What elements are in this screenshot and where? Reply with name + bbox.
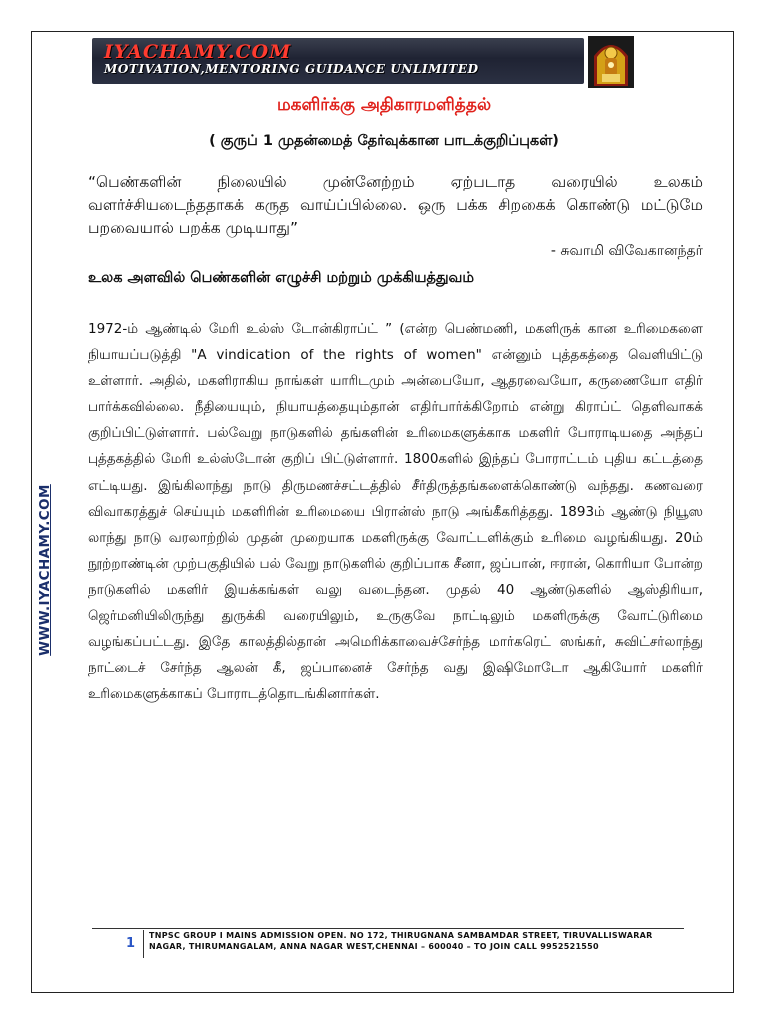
brand-tagline: MOTIVATION,MENTORING GUIDANCE UNLIMITED [104, 62, 479, 76]
document-title: மகளிர்க்கு அதிகாரமளித்தல் [276, 95, 492, 115]
footer-address [149, 930, 669, 952]
footer-line-1: TNPSC GROUP I MAINS ADMISSION OPEN. NO 172, THIRUGNANA SAMBAMDAR STREET, TIRUVALLISWARAR [149, 931, 653, 940]
header-banner [92, 38, 584, 84]
side-url-text[interactable]: WWW.IYACHAMY.COM [37, 484, 53, 656]
deity-emblem-icon [588, 36, 634, 88]
body-paragraph: 1972-ம் ஆண்டில் மேரி உல்ஸ் டோன்கிராப்ட் ” (என்ற பெண்மணி, மகளிருக் கான உரிமைகளை நியாயப்படுத்தி "A vindication of the rights of women" என்னும் புத்தகத்தை வெளியிட்டு உள்ளார். அதில், மகளிராகிய நாங்கள் யாரிடமும் அன்பையோ, ஆதரவையோ, கருணையோ எதிர் பார்க்கவில்லை. நீதியையும், நியாயத்தையும்தான் எதிர்பார்க்கிறோம் என்று கிராப்ட் தெளிவாகக் குறிப்பிட்டுள்ளார். பல்வேறு நாடுகளில் தங்களின் உரிமைகளுக்காக மகளிர் போராடியதை அந்தப் புத்தகத்தில் மேரி உல்ஸ்டோன் குறிப் பிட்டுள்ளார். 1800களில் இந்தப் போராட்டம் புதிய கட்டத்தை எட்டியது. இங்கிலாந்து நாடு திருமணச்சட்டத்தில் சீர்திருத்தங்களைக்கொண்டு வந்தது. கணவரை விவாகரத்துச் செய்யும் மகளிரின் உரிமையை பிரான்ஸ் நாடு அங்கீகரித்தது. 1893ம் ஆண்டு நியூஸ லாந்து நாடு வரலாற்றில் முதன் முறையாக மகளிருக்கு வோட்டளிக்கும் உரிமை வழங்கியது. 20ம் நூற்றாண்டின் முற்பகுதியில் பல் வேறு நாடுகளில் குறிப்பாக சீனா, ஜப்பான், ஈரான், கொரியா போன்ற நாடுகளில் மகளிர் இயக்கங்கள் வலு வடைந்தன. முதல் 40 ஆண்டுகளில் ஆஸ்திரியா, ஜெர்மனியிலிருந்து துருக்கி வரையிலும், உருகுவே நாட்டிலும் மகளிருக்கு வோட்டுரிமை வழங்கப்பட்டது. இதே காலத்தில்தான் அமெரிக்காவைச்சேர்ந்த மார்கரெட் ஸங்கர், சுவிட்சர்லாந்து நாட்டைச் சேர்ந்த ஆலன் கீ, ஜப்பானைச் சேர்ந்த வது இஷிமோடோ ஆகியோர் மகளிர் உரிமைகளுக்காகப் போராடத்தொடங்கினார்கள். [88, 321, 703, 703]
footer-rule [92, 928, 684, 929]
page-number: 1 [126, 936, 136, 951]
quote-author: - சுவாமி விவேகானந்தர் [550, 243, 703, 259]
footer-separator [143, 930, 144, 958]
brand-site-name: IYACHAMY.COM [104, 41, 292, 63]
document-subtitle: ( குருப் 1 முதன்மைத் தேர்வுக்கான பாடக்குறிப்புகள்) [209, 133, 559, 149]
side-url-link[interactable] [37, 420, 53, 720]
quote-text: “பெண்களின் நிலையில் முன்னேற்றம் ஏற்படாத வரையில் உலகம் வளர்ச்சியடைந்ததாகக் கருத வாய்ப்பில்லை. ஒரு பக்க சிறகைக் கொண்டு மட்டுமே பறவையால் பறக்க முடியாது” [88, 173, 703, 237]
footer-line-2: NAGAR, THIRUMANGALAM, ANNA NAGAR WEST,CHENNAI – 600040 – TO JOIN CALL 9952521550 [149, 942, 599, 951]
section-heading: உலக அளவில் பெண்களின் எழுச்சி மற்றும் முக்கியத்துவம் [88, 270, 475, 286]
